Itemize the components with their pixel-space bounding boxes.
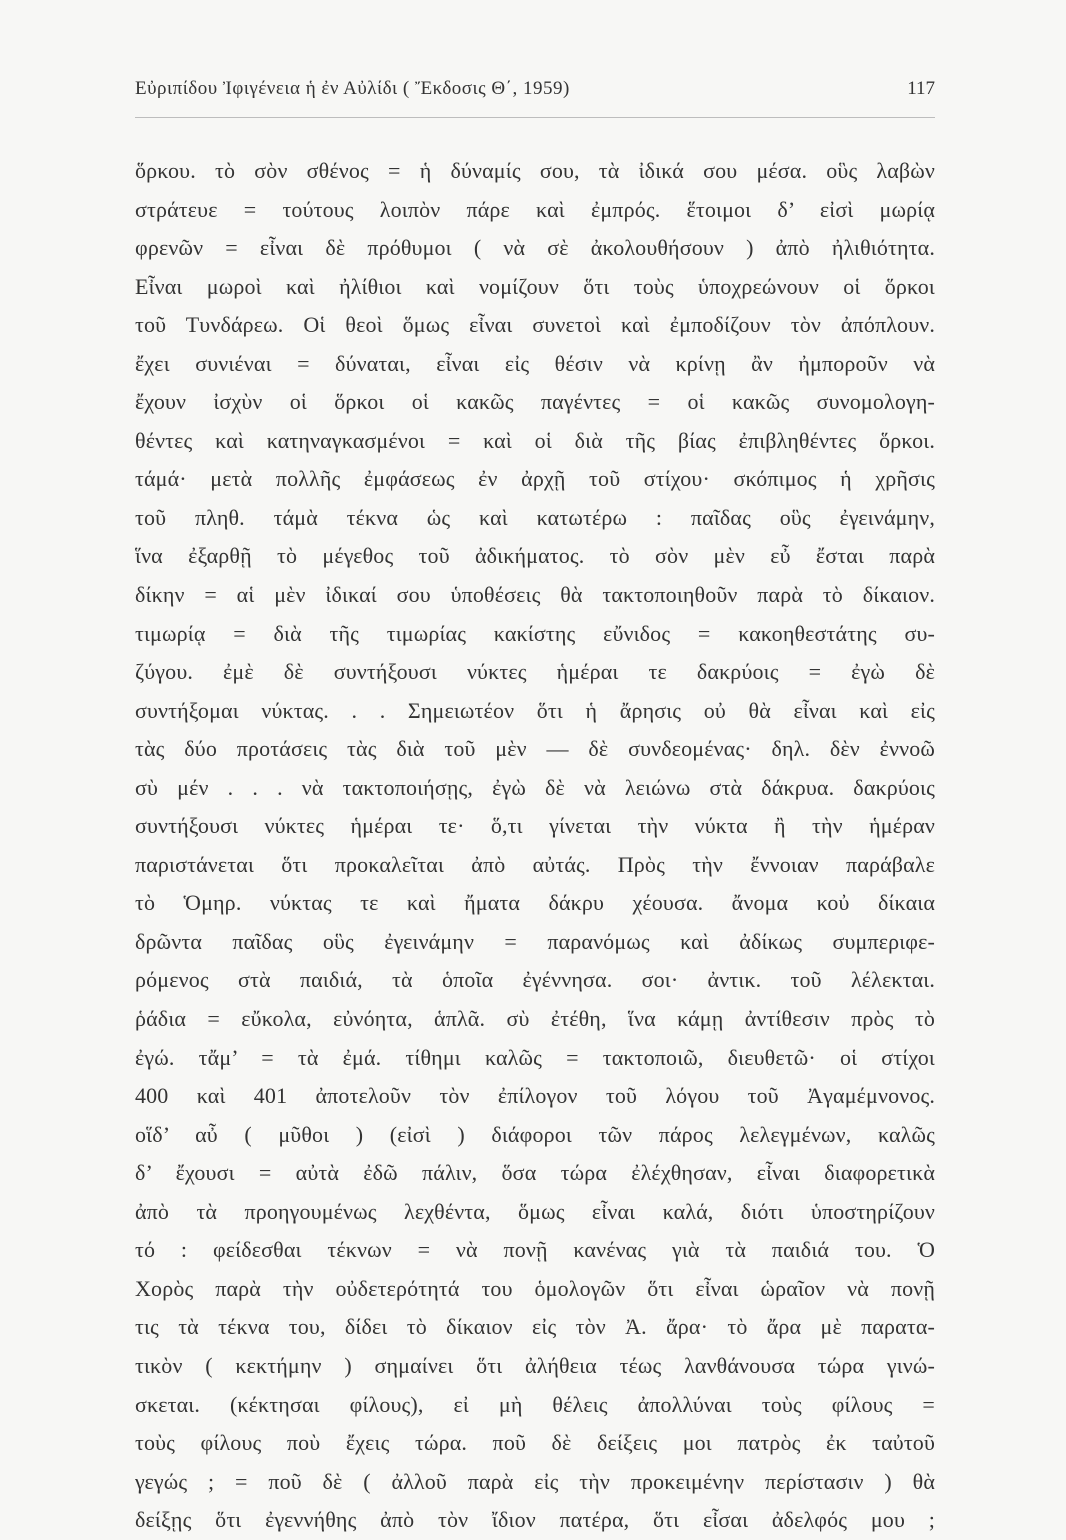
text-line: τιμωρίᾳ = διὰ τῆς τιμωρίας κακίστης εὔνιδος = κακοηθεστάτης συ-: [135, 620, 935, 646]
text-line: ἔχει συνιέναι = δύναται, εἶναι εἰς θέσιν νὰ κρίνῃ ἂν ἠμποροῦν νὰ: [135, 350, 935, 376]
text-line: δ’ ἔχουσι = αὐτὰ ἐδῶ πάλιν, ὅσα τώρα ἐλέχθησαν, εἶναι διαφορετικὰ: [135, 1160, 935, 1186]
text-line: ὅρκου. τὸ σὸν σθένος = ἡ δύναμίς σου, τὰ ἰδικά σου μέσα. οὓς λαβὼν: [135, 158, 935, 183]
text-line: γεγώς ; = ποῦ δὲ ( ἀλλοῦ παρὰ εἰς τὴν προκειμένην περίστασιν ) θὰ: [135, 1468, 935, 1494]
text-line: τάμά· μετὰ πολλῆς ἐμφάσεως ἐν ἀρχῇ τοῦ στίχου· σκόπιμος ἡ χρῆσις: [135, 466, 935, 492]
text-line: ἔχουν ἰσχὺν οἱ ὅρκοι οἱ κακῶς παγέντες = οἱ κακῶς συνομολογη-: [135, 389, 935, 415]
text-line: τὸ Ὁμηρ. νύκτας τε καὶ ἤματα δάκρυ χέουσα. ἄνομα κοὐ δίκαια: [135, 890, 935, 916]
text-line: φρενῶν = εἶναι δὲ πρόθυμοι ( νὰ σὲ ἀκολουθήσουν ) ἀπὸ ἠλιθιότητα.: [135, 235, 935, 261]
text-line: τοὺς φίλους ποὺ ἔχεις τώρα. ποῦ δὲ δείξεις μοι πατρὸς ἐκ ταὐτοῦ: [135, 1430, 935, 1456]
text-line: θέντες καὶ κατηναγκασμένοι = καὶ οἱ διὰ τῆς βίας ἐπιβληθέντες ὅρκοι.: [135, 427, 935, 453]
text-line: παριστάνεται ὅτι προκαλεῖται ἀπὸ αὐτάς. Πρὸς τὴν ἔννοιαν παράβαλε: [135, 851, 935, 877]
page-number: 117: [907, 78, 935, 99]
text-line: τοῦ πληθ. τάμὰ τέκνα ὡς καὶ κατωτέρω : παῖδας οὓς ἐγεινάμην,: [135, 504, 935, 530]
text-line: ζύγου. ἐμὲ δὲ συντήξουσι νύκτες ἡμέραι τε δακρύοις = ἐγὼ δὲ: [135, 659, 935, 685]
header-rule: [135, 117, 935, 118]
text-line: τό : φείδεσθαι τέκνων = νὰ πονῇ κανένας γιὰ τὰ παιδιά του. Ὁ: [135, 1237, 935, 1263]
text-line: σκεται. (κέκτησαι φίλους), εἰ μὴ θέλεις ἀπολλύναι τοὺς φίλους =: [135, 1391, 935, 1417]
text-line: σὺ μέν . . . νὰ τακτοποιήσῃς, ἐγὼ δὲ νὰ λειώνω στὰ δάκρυα. δακρύοις: [135, 774, 935, 800]
text-line: συντήξουσι νύκτες ἡμέραι τε· ὅ,τι γίνεται τὴν νύκτα ἢ τὴν ἡμέραν: [135, 813, 935, 839]
running-header: [135, 72, 935, 102]
text-line: ρόμενος στὰ παιδιά, τὰ ὁποῖα ἐγέννησα. σοι· ἀντικ. τοῦ λέλεκται.: [135, 967, 935, 993]
text-line: οἵδ’ αὖ ( μῦθοι ) (εἰσὶ ) διάφοροι τῶν πάρος λελεγμένων, καλῶς: [135, 1121, 935, 1147]
text-line: Εἶναι μωροὶ καὶ ἠλίθιοι καὶ νομίζουν ὅτι τοὺς ὑποχρεώνουν οἱ ὅρκοι: [135, 273, 935, 299]
text-line: ἐγώ. τἄμ’ = τὰ ἐμά. τίθημι καλῶς = τακτοποιῶ, διευθετῶ· οἱ στίχοι: [135, 1044, 935, 1070]
text-line: 400 καὶ 401 ἀποτελοῦν τὸν ἐπίλογον τοῦ λόγου τοῦ Ἀγαμέμνονος.: [135, 1083, 935, 1109]
commentary-text: [135, 152, 935, 1540]
text-line: δίκην = αἱ μὲν ἰδικαί σου ὑποθέσεις θὰ τακτοποιηθοῦν παρὰ τὸ δίκαιον.: [135, 582, 935, 608]
text-line: ἵνα ἐξαρθῇ τὸ μέγεθος τοῦ ἀδικήματος. τὸ σὸν μὲν εὖ ἔσται παρὰ: [135, 543, 935, 569]
text-line: τὰς δύο προτάσεις τὰς διὰ τοῦ μὲν — δὲ συνδεομένας· δηλ. δὲν ἐννοῶ: [135, 736, 935, 762]
text-line: Χορὸς παρὰ τὴν οὐδετερότητά του ὁμολογῶν ὅτι εἶναι ὡραῖον νὰ πονῇ: [135, 1275, 935, 1301]
text-line: δρῶντα παῖδας οὓς ἐγεινάμην = παρανόμως καὶ ἀδίκως συμπεριφε-: [135, 928, 935, 954]
header-title: Εὐριπίδου Ἰφιγένεια ἡ ἐν Αὐλίδι ( Ἔκδοσις Θ΄, 1959): [135, 78, 570, 99]
text-line: τικὸν ( κεκτήμην ) σημαίνει ὅτι ἀλήθεια τέως λανθάνουσα τώρα γινώ-: [135, 1352, 935, 1378]
text-line: στράτευε = τούτους λοιπὸν πάρε καὶ ἐμπρός. ἕτοιμοι δ’ εἰσὶ μωρίᾳ: [135, 196, 935, 222]
text-line: τοῦ Τυνδάρεω. Οἱ θεοὶ ὅμως εἶναι συνετοὶ καὶ ἐμποδίζουν τὸν ἀπόπλουν.: [135, 312, 935, 338]
text-line: ῥάδια = εὔκολα, εὐνόητα, ἁπλᾶ. σὺ ἐτέθη, ἵνα κάμῃ ἀντίθεσιν πρὸς τὸ: [135, 1006, 935, 1032]
text-line: συντήξομαι νύκτας. . . Σημειωτέον ὅτι ἡ ἄρησις οὐ θὰ εἶναι καὶ εἰς: [135, 697, 935, 723]
text-line: δείξῃς ὅτι ἐγεννήθης ἀπὸ τὸν ἴδιον πατέρα, ὅτι εἶσαι ἀδελφός μου ;: [135, 1507, 935, 1533]
text-line: τις τὰ τέκνα του, δίδει τὸ δίκαιον εἰς τὸν Ἀ. ἄρα· τὸ ἄρα μὲ παρατα-: [135, 1314, 935, 1340]
text-line: ἀπὸ τὰ προηγουμένως λεχθέντα, ὅμως εἶναι καλά, διότι ὑποστηρίζουν: [135, 1198, 935, 1224]
